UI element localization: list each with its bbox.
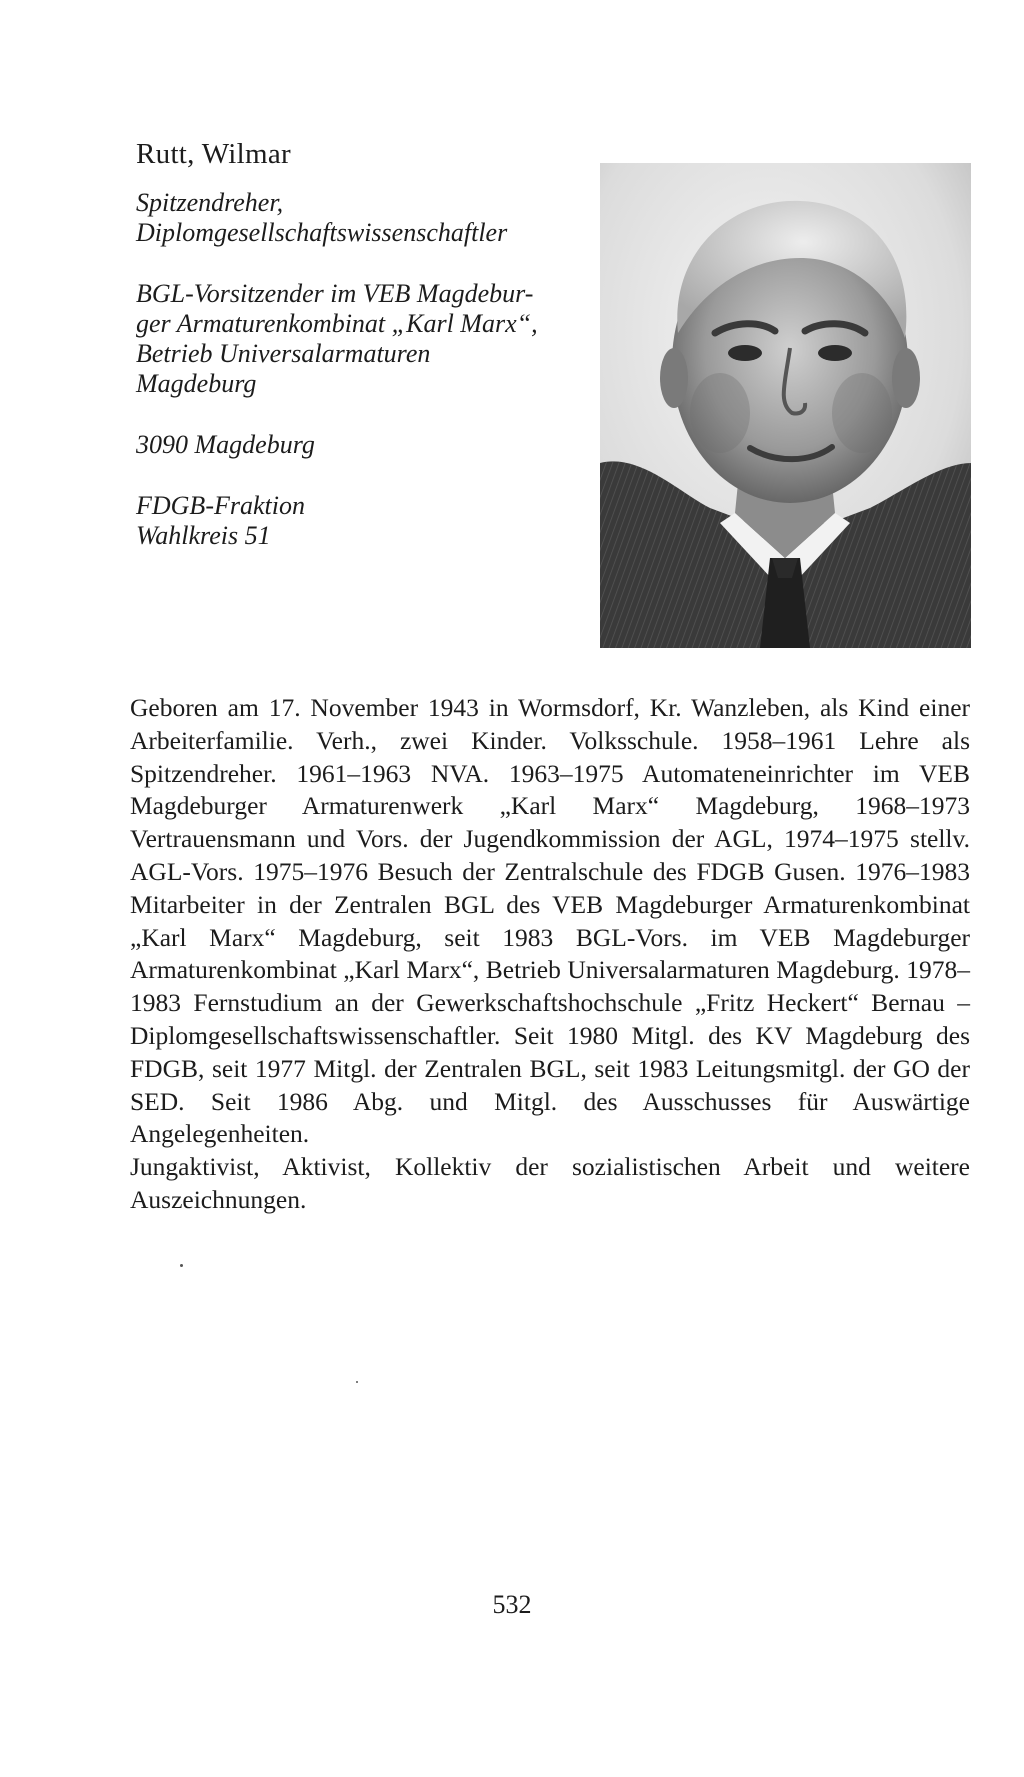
residence <box>136 430 596 460</box>
position-line: BGL-Vorsitzender im VEB Magdebur- <box>136 279 534 308</box>
faction <box>136 491 596 551</box>
biography-paragraph: Geboren am 17. November 1943 in Wormsdorf, Kr. Wanzleben, als Kind einer Arbeiterfamilie. Verh., zwei Kinder. Volksschule. 1958–1961 Lehre als Spitzendreher. 1961–1963 NVA. 1963–1975 Automateneinrichter im VEB Magdeburger Armaturenwerk „Karl Marx“ Magdeburg, 1968–1973 Vertrauensmann und Vors. der Jugendkommission der AGL, 1974–1975 stellv. AGL-Vors. 1975–1976 Besuch der Zentralschule des FDGB Gusen. 1976–1983 Mitarbeiter in der Zentralen BGL des VEB Magdeburger Armaturenkombinat „Karl Marx“ Magdeburg, seit 1983 BGL-Vors. im VEB Magdeburger Armaturenkombinat „Karl Marx“, Betrieb Universalarmaturen Magdeburg. 1978–1983 Fernstudium an der Gewerkschaftshochschule „Fritz Heckert“ Bernau – Diplomgesellschaftswissenschaftler. Seit 1980 Mitgl. des KV Magdeburg des FDGB, seit 1977 Mitgl. der Zentralen BGL, seit 1983 Leitungsmitgl. der GO der SED. Seit 1986 Abg. und Mitgl. des Ausschusses für Auswärtige Angelegenheiten. <box>130 693 970 1149</box>
entry-info <box>136 188 596 582</box>
residence-line: 3090 Magdeburg <box>136 430 315 459</box>
position <box>136 279 596 399</box>
entry-name: Rutt, Wilmar <box>136 138 291 170</box>
position-line: Magdeburg <box>136 369 257 398</box>
awards-paragraph: Jungaktivist, Aktivist, Kollektiv der sozialistischen Arbeit und weitere Auszeichnungen. <box>130 1152 970 1214</box>
page-number: 532 <box>492 1590 532 1619</box>
biography-text <box>130 692 970 1217</box>
print-speck <box>180 1264 183 1267</box>
portrait-photo <box>600 163 971 648</box>
occupation-line: Diplomgesellschaftswissenschaftler <box>136 218 508 247</box>
faction-line: FDGB-Fraktion <box>136 491 305 520</box>
position-line: Betrieb Universalarmaturen <box>136 339 431 368</box>
occupation <box>136 188 596 248</box>
constituency-line: Wahlkreis 51 <box>136 521 271 550</box>
portrait-image <box>600 163 971 648</box>
position-line: ger Armaturenkombinat „Karl Marx“, <box>136 309 538 338</box>
occupation-line: Spitzendreher, <box>136 188 284 217</box>
print-speck <box>356 1381 358 1383</box>
